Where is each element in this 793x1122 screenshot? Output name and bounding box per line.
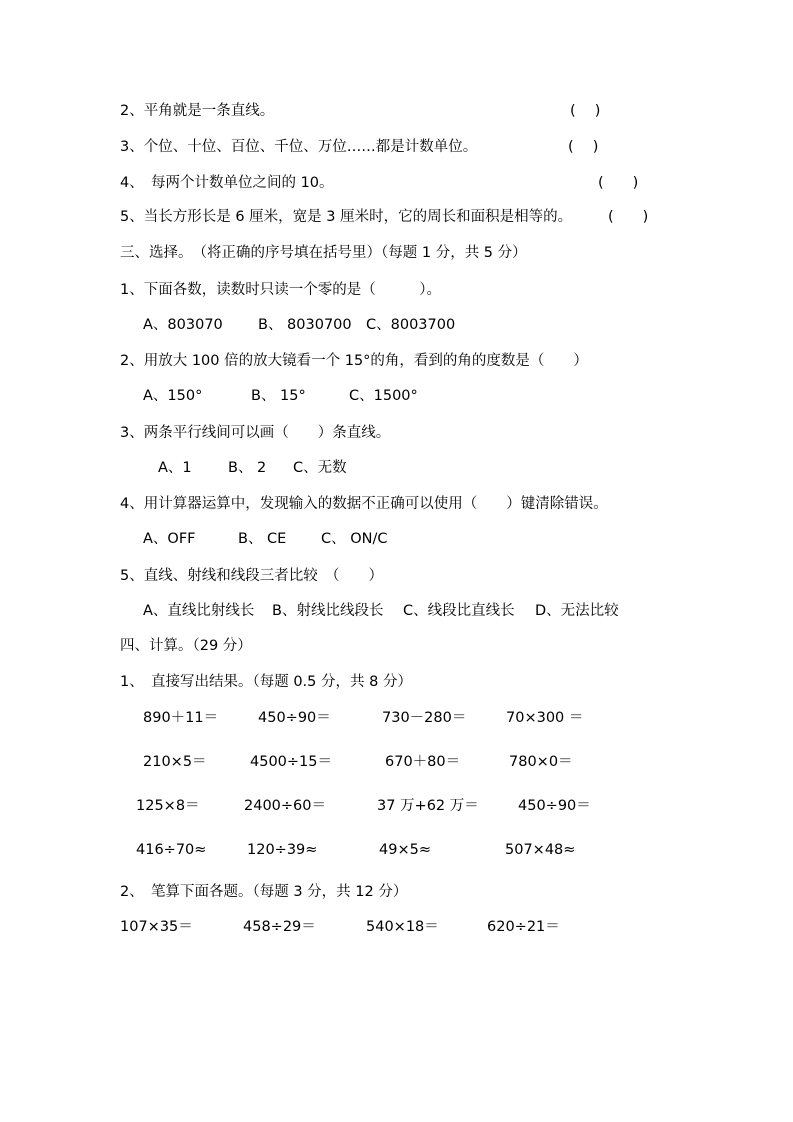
calc-item: 2400÷60＝ [244,798,327,814]
choice-question-4: 4、用计算器运算中，发现输入的数据不正确可以使用（ ）键清除错误。 [120,496,608,512]
option-b: B、 2 [228,460,267,476]
written-calc-item: 620÷21＝ [487,919,560,935]
option-c: C、无数 [293,460,347,476]
choice-question-2: 2、用放大 100 倍的放大镜看一个 15°的角，看到的角的度数是（ ） [120,353,588,369]
choice-question-5: 5、直线、射线和线段三者比较 （ ） [120,568,383,584]
answer-blank[interactable]: ( ) [598,175,639,191]
option-b: B、射线比线段长 [272,603,384,619]
judgement-item-2: 2、平角就是一条直线。 [120,103,275,119]
option-c: C、1500° [349,388,418,404]
part-2-heading: 2、 笔算下面各题。（每题 3 分，共 12 分） [120,884,408,900]
judgement-item-3: 3、个位、十位、百位、千位、万位……都是计数单位。 [120,139,478,155]
section-4-heading: 四、计算。（29 分） [120,638,252,654]
option-a: A、OFF [143,531,196,547]
part-1-heading: 1、 直接写出结果。（每题 0.5 分，共 8 分） [120,674,412,690]
written-calc-item: 540×18＝ [366,919,439,935]
calc-item: 507×48≈ [505,842,576,858]
calc-item: 890＋11＝ [143,710,219,726]
answer-blank[interactable]: ( ) [608,209,649,225]
calc-item: 70×300 ＝ [506,710,584,726]
calc-item: 416÷70≈ [136,842,207,858]
option-c: C、 ON/C [321,531,388,547]
calc-item: 730－280＝ [382,710,467,726]
calc-item: 780×0＝ [509,754,573,770]
option-a: A、150° [143,388,203,404]
calc-item: 210×5＝ [143,754,207,770]
calc-item: 4500÷15＝ [250,754,333,770]
option-b: B、 CE [238,531,287,547]
option-c: C、线段比直线长 [403,603,515,619]
calc-item: 120÷39≈ [247,842,318,858]
option-b: B、 15° [251,388,306,404]
option-a: A、直线比射线长 [143,603,255,619]
choice-question-1: 1、下面各数，读数时只读一个零的是（ ）。 [120,282,441,298]
choice-question-3: 3、两条平行线间可以画（ ）条直线。 [120,425,391,441]
calc-item: 450÷90＝ [518,798,591,814]
option-c: C、8003700 [366,317,456,333]
answer-blank[interactable]: ( ) [570,103,601,119]
answer-blank[interactable]: ( ) [568,139,599,155]
written-calc-item: 107×35＝ [120,919,193,935]
option-a: A、803070 [143,317,223,333]
calc-item: 670＋80＝ [385,754,461,770]
calc-item: 450÷90＝ [258,710,331,726]
written-calc-item: 458÷29＝ [243,919,316,935]
calc-item: 49×5≈ [379,842,431,858]
option-a: A、1 [158,460,192,476]
option-d: D、无法比较 [535,603,619,619]
option-b: B、 8030700 [258,317,352,333]
calc-item: 125×8＝ [136,798,200,814]
judgement-item-5: 5、当长方形长是 6 厘米，宽是 3 厘米时，它的周长和面积是相等的。 [120,209,573,225]
judgement-item-4: 4、 每两个计数单位之间的 10。 [120,175,334,191]
calc-item: 37 万+62 万＝ [377,798,479,814]
section-3-heading: 三、选择。 （将正确的序号填在括号里）（每题 1 分，共 5 分） [120,245,527,261]
